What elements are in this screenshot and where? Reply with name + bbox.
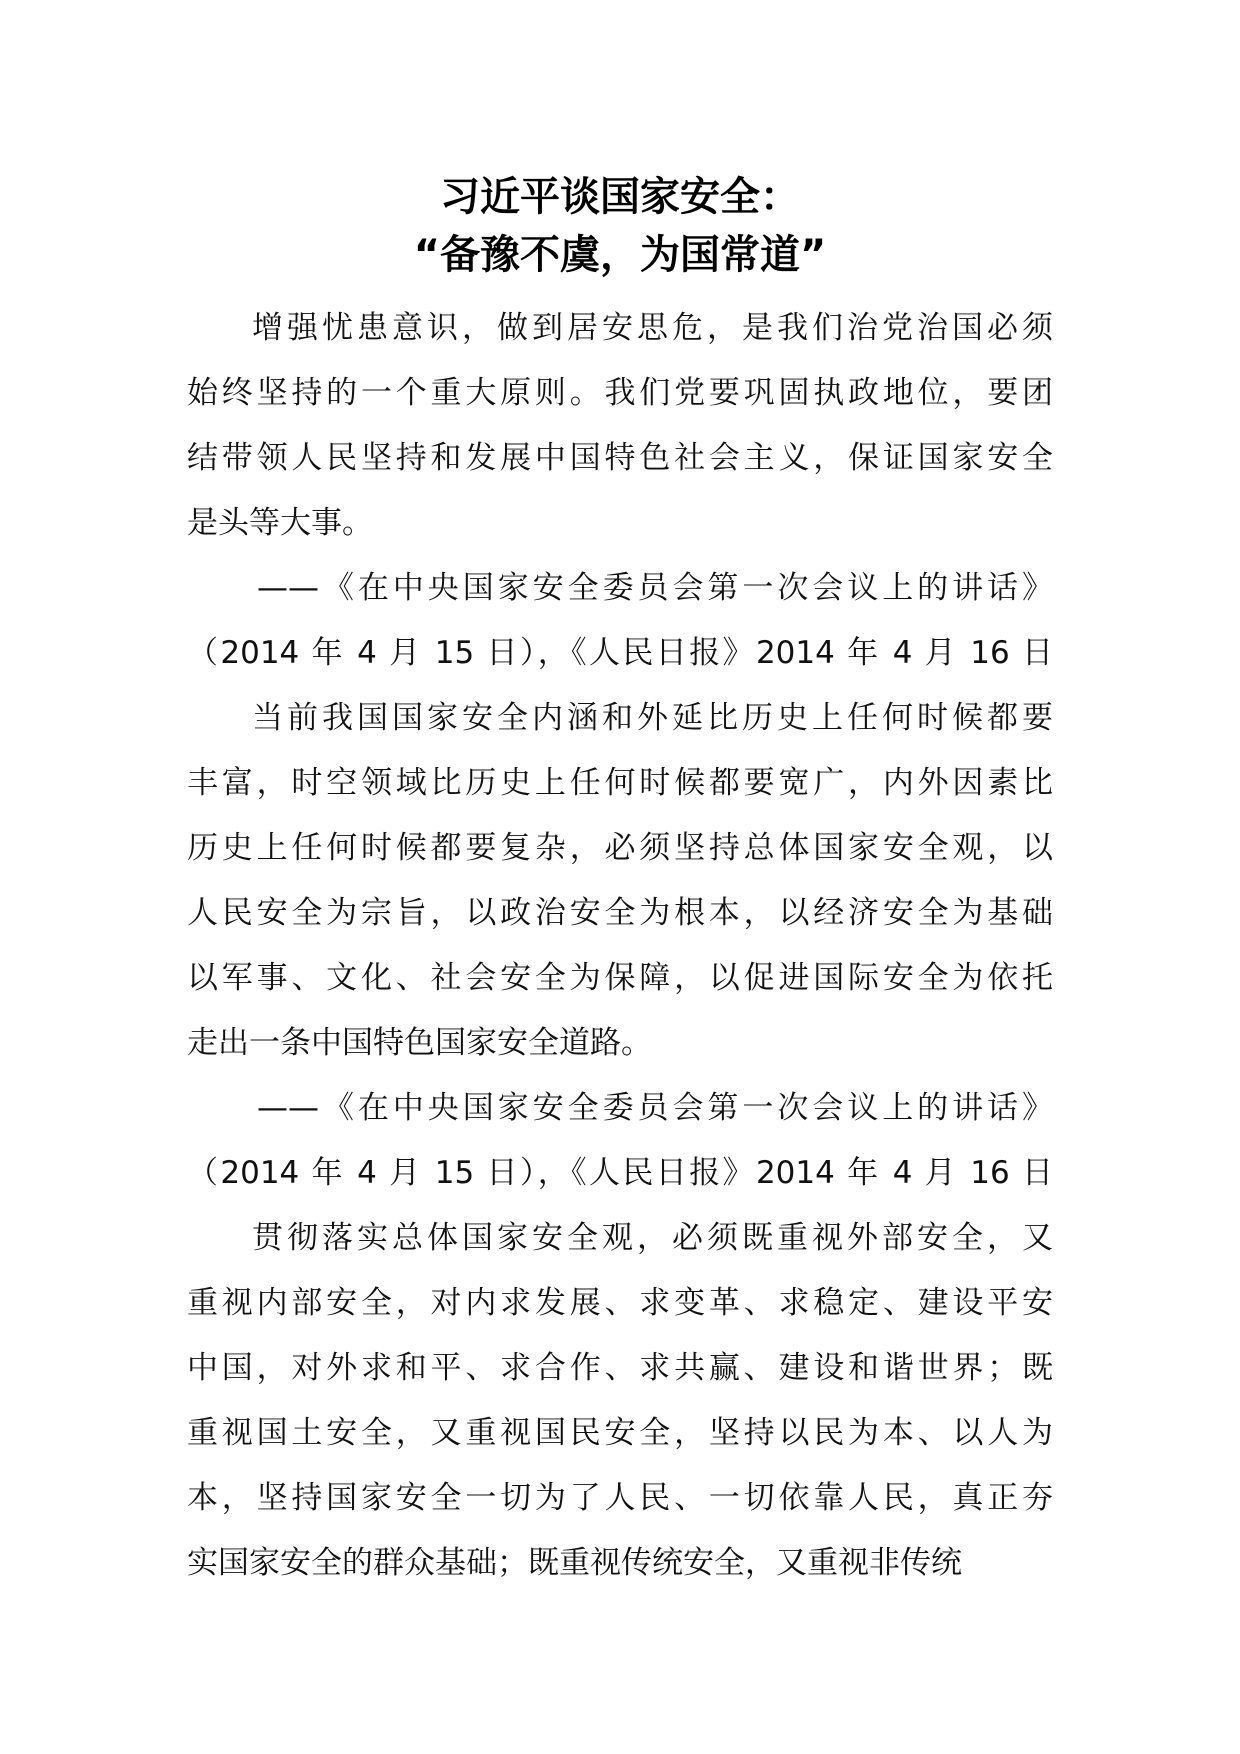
citation-paragraph	[187, 1076, 1053, 1206]
paragraph-line: 重视国土安全，又重视国民安全，坚持以民为本、以人为	[187, 1415, 1053, 1451]
paragraph-line: 历史上任何时候都要复杂，必须坚持总体国家安全观，以	[187, 830, 1053, 866]
title-line-1: 习近平谈国家安全：	[440, 174, 800, 220]
paragraph-line: 以军事、文化、社会安全为保障，以促进国际安全为依托	[187, 960, 1053, 996]
citation-line: （2014 年 4 月 15 日），《人民日报》2014 年 4 月 16 日	[187, 1155, 1053, 1191]
paragraph-line: 本，坚持国家安全一切为了人民、一切依靠人民，真正夯	[187, 1480, 1053, 1516]
body-paragraph	[187, 296, 1053, 556]
paragraph-line: 人民安全为宗旨，以政治安全为根本，以经济安全为基础	[187, 895, 1053, 931]
paragraph-line: 贯彻落实总体国家安全观，必须既重视外部安全，又	[252, 1220, 1053, 1256]
paragraph-line: 始终坚持的一个重大原则。我们党要巩固执政地位，要团	[187, 375, 1053, 411]
paragraph-line: 丰富，时空领域比历史上任何时候都要宽广，内外因素比	[187, 765, 1053, 801]
paragraph-line: 是头等大事。	[187, 505, 373, 541]
paragraph-line: 重视内部安全，对内求发展、求变革、求稳定、建设平安	[187, 1285, 1053, 1321]
paragraph-line: 中国，对外求和平、求合作、求共赢、建设和谐世界；既	[187, 1350, 1053, 1386]
paragraph-line: 当前我国国家安全内涵和外延比历史上任何时候都要	[252, 700, 1053, 736]
document-body	[187, 296, 1053, 1596]
paragraph-line: 实国家安全的群众基础；既重视传统安全，又重视非传统	[187, 1545, 962, 1581]
paragraph-line: 结带领人民坚持和发展中国特色社会主义，保证国家安全	[187, 440, 1053, 476]
paragraph-line: 增强忧患意识，做到居安思危，是我们治党治国必须	[252, 310, 1053, 346]
title-line-2: “备豫不虞，为国常道”	[413, 232, 827, 278]
body-paragraph	[187, 686, 1053, 1076]
document-title	[0, 168, 1240, 284]
paragraph-line: 走出一条中国特色国家安全道路。	[187, 1025, 652, 1061]
citation-line: （2014 年 4 月 15 日），《人民日报》2014 年 4 月 16 日	[187, 635, 1053, 671]
citation-line: ——《在中央国家安全委员会第一次会议上的讲话》	[257, 1090, 1053, 1126]
citation-paragraph	[187, 556, 1053, 686]
citation-line: ——《在中央国家安全委员会第一次会议上的讲话》	[257, 570, 1053, 606]
body-paragraph	[187, 1206, 1053, 1596]
